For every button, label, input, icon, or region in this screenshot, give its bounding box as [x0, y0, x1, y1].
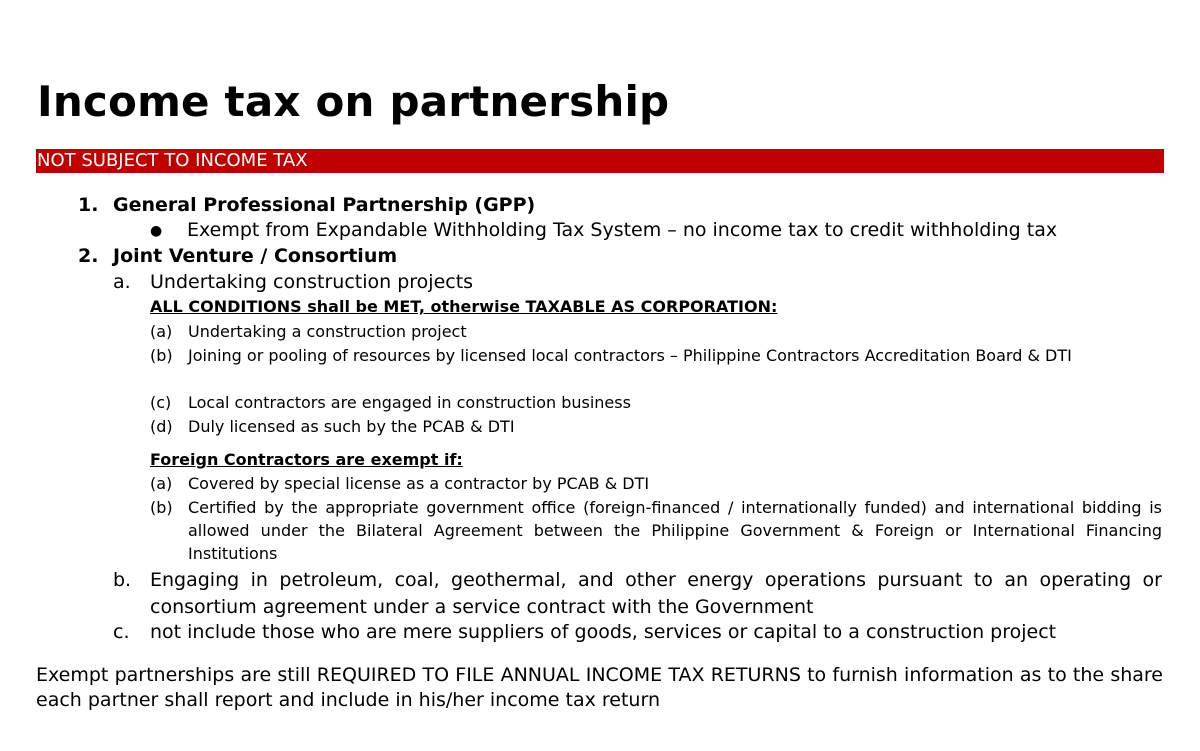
foreign-text: Covered by special license as a contractor by PCAB & DTI — [188, 474, 650, 493]
conditions-header: ALL CONDITIONS shall be MET, otherwise TAXABLE AS CORPORATION: — [150, 297, 778, 316]
gpp-bullet-text: Exempt from Expandable Withholding Tax System – no income tax to credit withholding tax — [187, 219, 1058, 241]
sub-item-c-text: not include those who are mere suppliers of goods, services or capital to a construction project — [150, 621, 1057, 643]
sub-letter: c. — [113, 621, 130, 643]
foreign-marker: (a) — [150, 474, 173, 493]
condition-marker: (a) — [150, 322, 173, 341]
condition-text: Local contractors are engaged in construction business — [188, 393, 631, 412]
foreign-marker: (b) — [150, 498, 173, 517]
page-title: Income tax on partnership — [37, 77, 670, 126]
condition-item — [150, 344, 1161, 367]
list-item-joint-venture — [78, 244, 398, 268]
condition-text: Joining or pooling of resources by licensed local contractors – Philippine Contractors Accreditation Board & DTI — [188, 346, 1072, 365]
condition-marker: (d) — [150, 417, 173, 436]
list-number: 1. — [78, 194, 99, 216]
sub-item-a-text: Undertaking construction projects — [150, 271, 474, 293]
joint-venture-label: Joint Venture / Consortium — [113, 245, 398, 267]
sub-item-a — [113, 270, 474, 294]
gpp-label: General Professional Partnership (GPP) — [113, 194, 536, 216]
sub-item-b — [113, 567, 1162, 621]
foreign-contractors-header: Foreign Contractors are exempt if: — [150, 450, 463, 469]
gpp-bullet-item — [150, 218, 1058, 242]
condition-marker: (b) — [150, 346, 173, 365]
section-banner: NOT SUBJECT TO INCOME TAX — [36, 149, 1164, 173]
footer-note: Exempt partnerships are still REQUIRED TO FILE ANNUAL INCOME TAX RETURNS to furnish information as to the share each partner shall report and include in his/her income tax return — [36, 664, 1163, 711]
condition-text: Duly licensed as such by the PCAB & DTI — [188, 417, 515, 436]
condition-item — [150, 391, 631, 414]
foreign-text: Certified by the appropriate government office (foreign-financed / internationally funded) and international bidding is allowed under the Bilateral Agreement between the Philippine Government & Foreign or International Financing Institutions — [188, 498, 1162, 563]
list-number: 2. — [78, 245, 99, 267]
condition-marker: (c) — [150, 393, 172, 412]
condition-item — [150, 320, 467, 343]
sub-item-b-text: Engaging in petroleum, coal, geothermal, and other energy operations pursuant to an operating or consortium agreement under a service contract with the Government — [150, 569, 1162, 618]
sub-letter: b. — [113, 569, 132, 591]
foreign-item — [150, 472, 650, 495]
condition-item — [150, 415, 515, 438]
sub-letter: a. — [113, 271, 131, 293]
sub-item-c — [113, 620, 1057, 644]
foreign-item — [150, 496, 1162, 565]
bullet-icon: ● — [150, 223, 163, 239]
list-item-gpp — [78, 193, 536, 217]
condition-text: Undertaking a construction project — [188, 322, 467, 341]
